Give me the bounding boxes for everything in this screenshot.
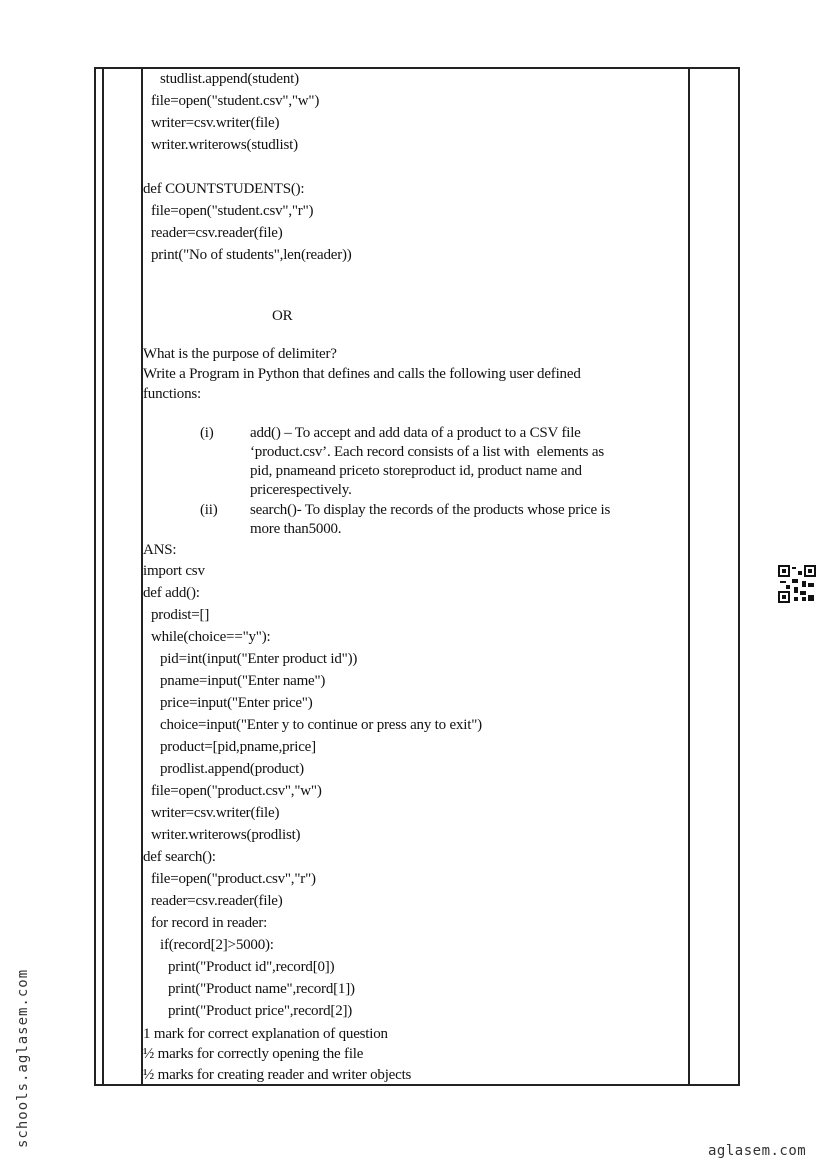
code-line: print("Product price",record[2]) bbox=[168, 1003, 353, 1019]
item-line: add() – To accept and add data of a product to a CSV file bbox=[250, 425, 581, 441]
qr-code-icon bbox=[778, 565, 816, 603]
marking-line: ½ marks for correctly opening the file bbox=[143, 1046, 364, 1062]
code-line: prodist=[] bbox=[151, 607, 210, 623]
code-line: reader=csv.reader(file) bbox=[151, 225, 283, 241]
code-line: price=input("Enter price") bbox=[160, 695, 313, 711]
column-divider bbox=[102, 67, 104, 1086]
bottom-watermark: aglasem.com bbox=[708, 1143, 807, 1159]
code-line: file=open("student.csv","w") bbox=[151, 93, 320, 109]
table-left-border bbox=[94, 67, 96, 1086]
code-line: choice=input("Enter y to continue or press any to exit") bbox=[160, 717, 482, 733]
code-line: def COUNTSTUDENTS(): bbox=[143, 181, 305, 197]
column-divider bbox=[688, 67, 690, 1086]
code-line: while(choice=="y"): bbox=[151, 629, 271, 645]
table-bottom-border bbox=[94, 1084, 740, 1086]
code-line: file=open("student.csv","r") bbox=[151, 203, 314, 219]
item-line: ‘product.csv’. Each record consists of a list with elements as bbox=[250, 444, 604, 460]
table-top-border bbox=[94, 67, 740, 69]
code-line: print("No of students",len(reader)) bbox=[151, 247, 352, 263]
code-line: pname=input("Enter name") bbox=[160, 673, 326, 689]
item-line: pricerespectively. bbox=[250, 482, 352, 498]
table-right-border bbox=[738, 67, 740, 1086]
item-line: more than5000. bbox=[250, 521, 342, 537]
question-line: functions: bbox=[143, 386, 201, 402]
code-line: pid=int(input("Enter product id")) bbox=[160, 651, 358, 667]
code-line: for record in reader: bbox=[151, 915, 268, 931]
code-line: if(record[2]>5000): bbox=[160, 937, 274, 953]
code-line: print("Product id",record[0]) bbox=[168, 959, 335, 975]
item-number: (ii) bbox=[200, 502, 218, 518]
code-line: file=open("product.csv","r") bbox=[151, 871, 316, 887]
side-watermark: schools.aglasem.com bbox=[15, 968, 31, 1148]
code-line: prodlist.append(product) bbox=[160, 761, 304, 777]
question-line: What is the purpose of delimiter? bbox=[143, 346, 337, 362]
code-line: writer.writerows(prodlist) bbox=[151, 827, 301, 843]
marking-line: 1 mark for correct explanation of question bbox=[143, 1026, 388, 1042]
code-line: studlist.append(student) bbox=[160, 71, 299, 87]
code-line: print("Product name",record[1]) bbox=[168, 981, 355, 997]
code-line: product=[pid,pname,price] bbox=[160, 739, 316, 755]
code-line: ANS: bbox=[143, 542, 177, 558]
code-line: writer=csv.writer(file) bbox=[151, 805, 280, 821]
code-line: def add(): bbox=[143, 585, 200, 601]
item-line: pid, pnameand priceto storeproduct id, product name and bbox=[250, 463, 582, 479]
marking-line: ½ marks for creating reader and writer objects bbox=[143, 1067, 412, 1083]
item-number: (i) bbox=[200, 425, 214, 441]
code-line: import csv bbox=[143, 563, 205, 579]
item-line: search()- To display the records of the products whose price is bbox=[250, 502, 611, 518]
code-line: writer.writerows(studlist) bbox=[151, 137, 298, 153]
code-line: reader=csv.reader(file) bbox=[151, 893, 283, 909]
code-line: file=open("product.csv","w") bbox=[151, 783, 322, 799]
code-line: writer=csv.writer(file) bbox=[151, 115, 280, 131]
or-separator: OR bbox=[272, 308, 293, 324]
code-line: def search(): bbox=[143, 849, 216, 865]
question-line: Write a Program in Python that defines and calls the following user defined bbox=[143, 366, 581, 382]
